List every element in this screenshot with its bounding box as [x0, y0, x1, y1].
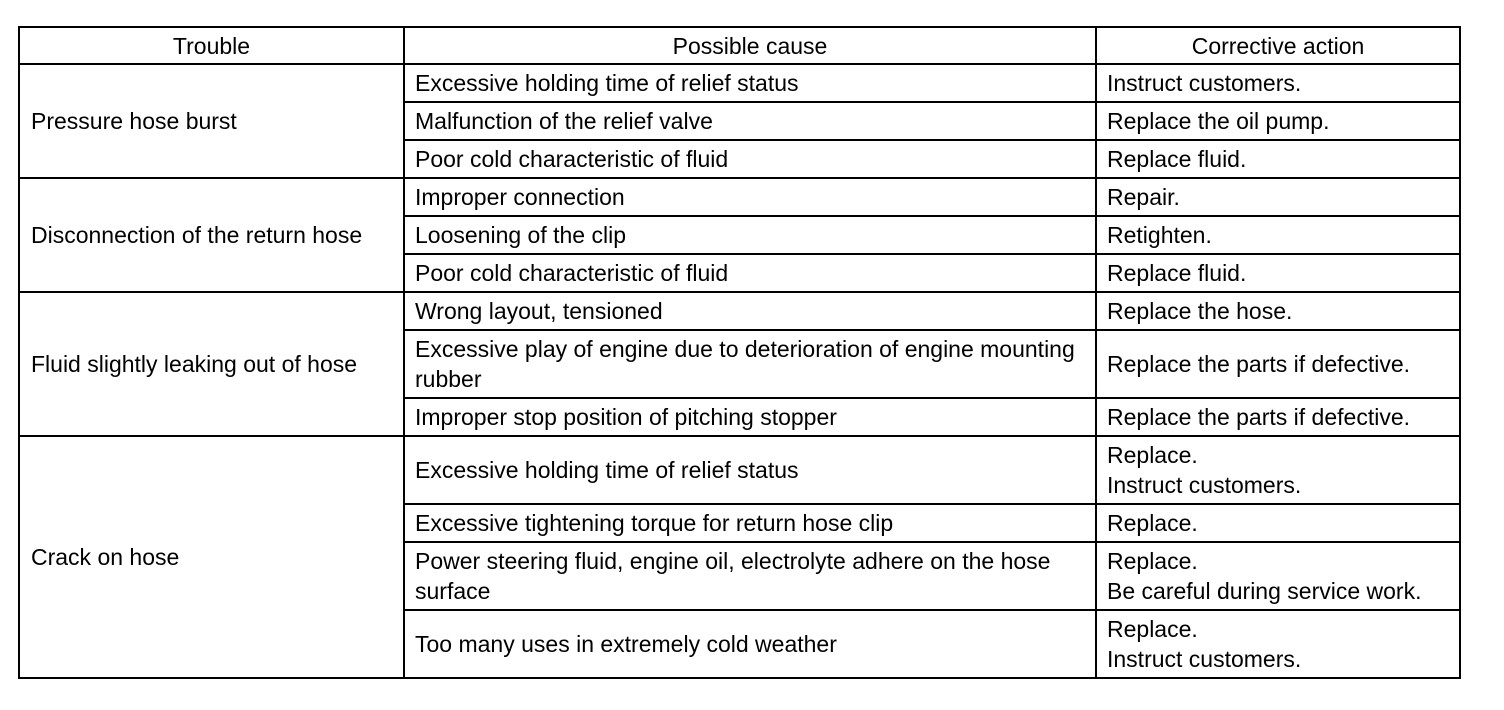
action-cell: Instruct customers.: [1096, 64, 1460, 102]
cause-cell: Malfunction of the relief valve: [404, 102, 1096, 140]
action-cell: Replace. Instruct customers.: [1096, 436, 1460, 504]
cause-cell: Excessive holding time of relief status: [404, 436, 1096, 504]
action-cell: Repair.: [1096, 178, 1460, 216]
cause-cell: Power steering fluid, engine oil, electrolyte adhere on the hose surface: [404, 542, 1096, 610]
table-row: [19, 292, 1460, 330]
action-cell: Replace the parts if defective.: [1096, 330, 1460, 398]
table-row: [19, 178, 1460, 216]
action-cell: Replace the parts if defective.: [1096, 398, 1460, 436]
action-cell: Replace fluid.: [1096, 254, 1460, 292]
action-cell: Replace. Instruct customers.: [1096, 610, 1460, 678]
action-cell: Replace.: [1096, 504, 1460, 542]
cause-cell: Improper connection: [404, 178, 1096, 216]
trouble-cell: Disconnection of the return hose: [19, 178, 404, 292]
header-possible-cause: Possible cause: [404, 27, 1096, 64]
table-row: [19, 64, 1460, 102]
cause-cell: Loosening of the clip: [404, 216, 1096, 254]
header-trouble: Trouble: [19, 27, 404, 64]
troubleshooting-table: [18, 26, 1461, 679]
cause-cell: Too many uses in extremely cold weather: [404, 610, 1096, 678]
action-cell: Replace the oil pump.: [1096, 102, 1460, 140]
cause-cell: Poor cold characteristic of fluid: [404, 140, 1096, 178]
trouble-cell: Pressure hose burst: [19, 64, 404, 178]
action-cell: Retighten.: [1096, 216, 1460, 254]
cause-cell: Poor cold characteristic of fluid: [404, 254, 1096, 292]
cause-cell: Excessive tightening torque for return hose clip: [404, 504, 1096, 542]
action-cell: Replace fluid.: [1096, 140, 1460, 178]
table-row: [19, 436, 1460, 504]
trouble-cell: Fluid slightly leaking out of hose: [19, 292, 404, 436]
cause-cell: Wrong layout, tensioned: [404, 292, 1096, 330]
table-body: [19, 64, 1460, 678]
trouble-cell: Crack on hose: [19, 436, 404, 678]
cause-cell: Excessive play of engine due to deterioration of engine mounting rubber: [404, 330, 1096, 398]
header-corrective-action: Corrective action: [1096, 27, 1460, 64]
table-header-row: [19, 27, 1460, 64]
cause-cell: Improper stop position of pitching stopper: [404, 398, 1096, 436]
cause-cell: Excessive holding time of relief status: [404, 64, 1096, 102]
action-cell: Replace. Be careful during service work.: [1096, 542, 1460, 610]
action-cell: Replace the hose.: [1096, 292, 1460, 330]
